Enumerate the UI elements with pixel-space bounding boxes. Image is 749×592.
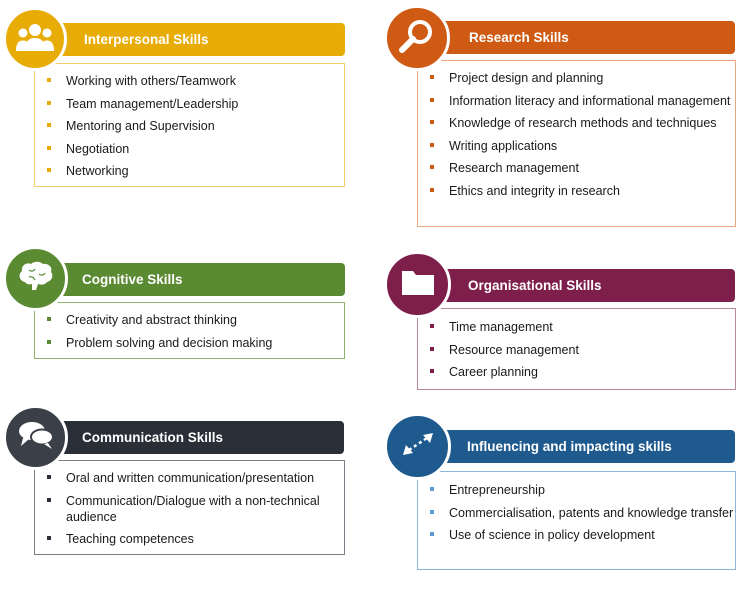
expand-arrows-icon <box>400 429 436 464</box>
organisational-list-box <box>417 308 736 390</box>
card-research <box>380 0 749 235</box>
communication-list <box>35 470 344 547</box>
list-item: Time management <box>418 319 735 335</box>
communication-banner <box>45 421 344 454</box>
speech-bubbles-icon <box>17 419 55 456</box>
cognitive-list <box>35 312 344 351</box>
research-list <box>418 70 735 199</box>
interpersonal-title: Interpersonal Skills <box>84 32 209 47</box>
list-item: Use of science in policy development <box>418 527 735 543</box>
folder-icon <box>400 267 436 302</box>
list-item: Communication/Dialogue with a non-technical audience <box>35 493 344 525</box>
interpersonal-list <box>35 73 344 179</box>
list-item: Ethics and integrity in research <box>418 183 735 199</box>
cognitive-banner <box>45 263 345 296</box>
communication-icon-circle <box>3 405 68 470</box>
list-item: Networking <box>35 163 344 179</box>
card-influencing <box>380 405 749 577</box>
list-item: Working with others/Teamwork <box>35 73 344 89</box>
card-cognitive <box>0 240 360 365</box>
influencing-list <box>418 482 735 543</box>
communication-title: Communication Skills <box>82 430 224 445</box>
people-icon <box>15 21 55 58</box>
interpersonal-list-box <box>34 63 345 187</box>
list-item: Mentoring and Supervision <box>35 118 344 134</box>
list-item: Career planning <box>418 364 735 380</box>
list-item: Creativity and abstract thinking <box>35 312 344 328</box>
influencing-title: Influencing and impacting skills <box>467 439 672 454</box>
list-item: Information literacy and informational management <box>418 93 735 109</box>
cognitive-title: Cognitive Skills <box>82 272 183 287</box>
list-item: Problem solving and decision making <box>35 335 344 351</box>
interpersonal-icon-circle <box>3 7 67 71</box>
influencing-list-box <box>417 471 736 570</box>
organisational-title: Organisational Skills <box>468 278 602 293</box>
list-item: Resource management <box>418 342 735 358</box>
list-item: Team management/Leadership <box>35 96 344 112</box>
organisational-list <box>418 319 735 380</box>
list-item: Entrepreneurship <box>418 482 735 498</box>
magnifier-icon <box>398 17 436 60</box>
list-item: Knowledge of research methods and techniques <box>418 115 735 131</box>
research-icon-circle <box>384 5 450 71</box>
card-organisational <box>380 245 749 395</box>
communication-list-box <box>34 460 345 555</box>
organisational-icon-circle <box>384 251 451 318</box>
list-item: Negotiation <box>35 141 344 157</box>
list-item: Teaching competences <box>35 531 344 547</box>
organisational-banner <box>428 269 735 302</box>
cognitive-list-box <box>34 302 345 359</box>
card-interpersonal <box>0 0 360 200</box>
list-item: Oral and written communication/presentation <box>35 470 344 486</box>
card-communication <box>0 400 360 565</box>
research-banner <box>428 21 735 54</box>
research-list-box <box>417 60 736 227</box>
cognitive-icon-circle <box>3 246 68 311</box>
influencing-icon-circle <box>384 413 451 480</box>
list-item: Writing applications <box>418 138 735 154</box>
list-item: Research management <box>418 160 735 176</box>
influencing-banner <box>428 430 735 463</box>
research-title: Research Skills <box>469 30 569 45</box>
list-item: Project design and planning <box>418 70 735 86</box>
interpersonal-banner <box>45 23 345 56</box>
brain-icon <box>17 260 55 297</box>
list-item: Commercialisation, patents and knowledge transfer <box>418 505 735 521</box>
